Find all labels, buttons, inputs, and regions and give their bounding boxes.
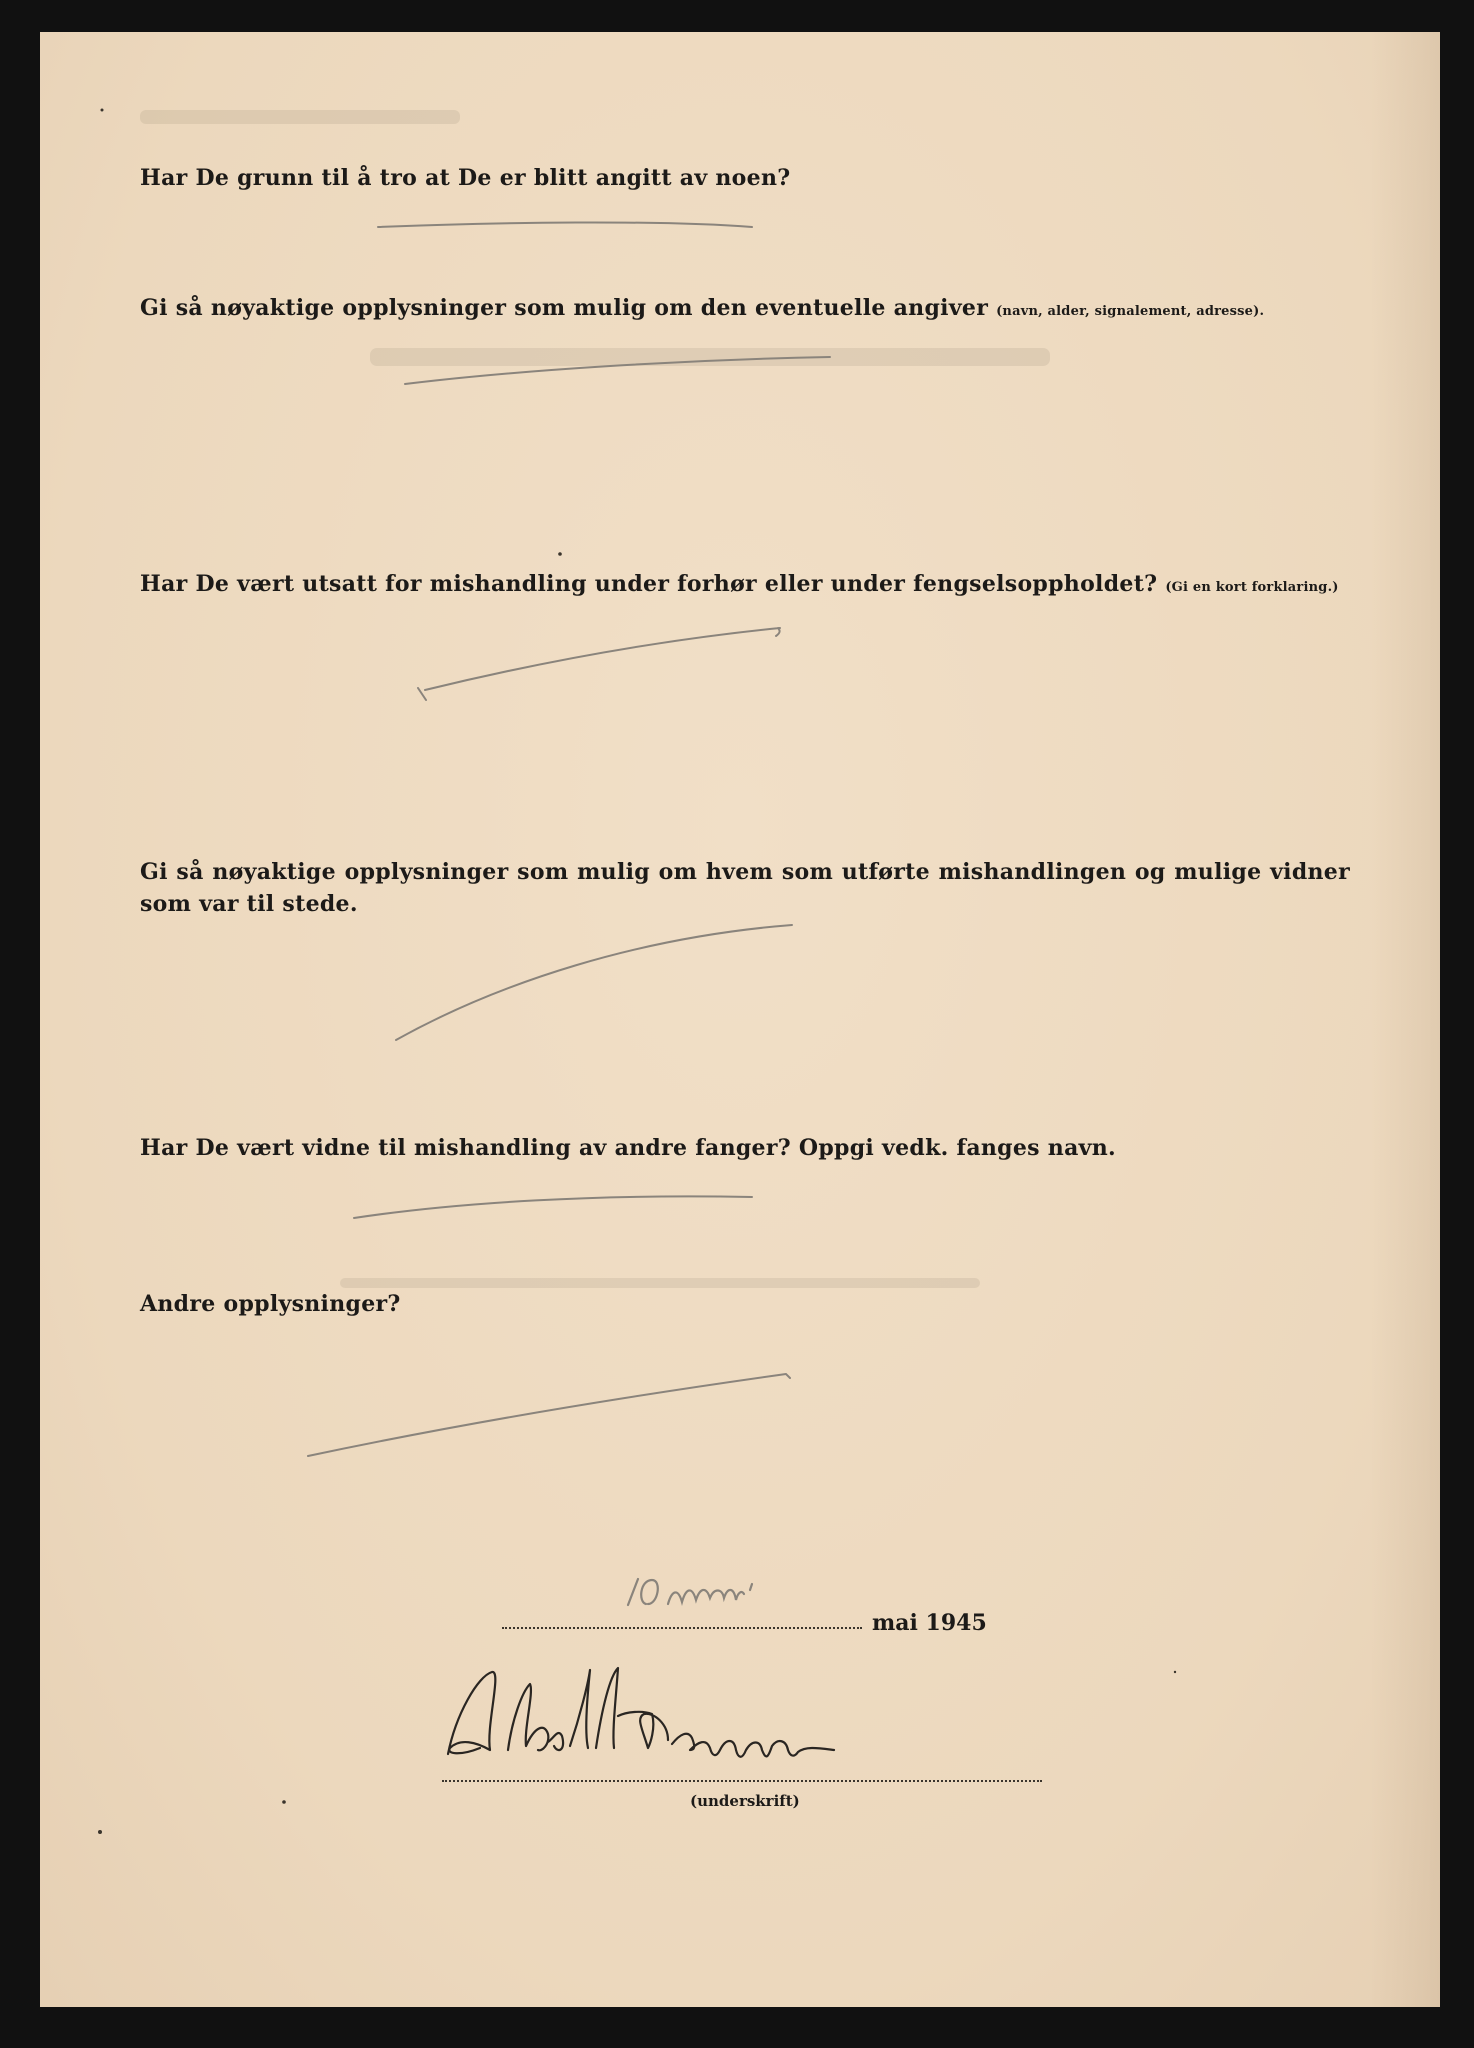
question-mistreatment-text: Har De vært utsatt for mishandling under forhør eller under fengselsoppholdet? — [140, 571, 1158, 597]
date-line — [502, 1610, 987, 1636]
pencil-stroke-6 — [308, 1374, 790, 1456]
handwritten-date — [628, 1579, 752, 1605]
pencil-stroke-5 — [354, 1196, 752, 1218]
pencil-stroke-3 — [418, 628, 780, 700]
pencil-stroke-4 — [396, 925, 792, 1040]
question-perpetrators: Gi så nøyaktige opplysninger som mulig om hvem som utførte mishandlingen og mulige vidner som var til stede. — [140, 859, 1350, 917]
pencil-marks — [40, 32, 1440, 2007]
signature-dotted-line — [442, 1780, 1042, 1782]
question-other-info: Andre opplysninger? — [140, 1291, 401, 1317]
question-denounced: Har De grunn til å tro at De er blitt angitt av noen? — [140, 165, 791, 191]
page-edge-shadow — [1370, 32, 1440, 2007]
paper-specks — [98, 109, 1176, 1835]
pencil-strokes — [308, 222, 830, 1456]
signature-label: (underskrift) — [690, 1792, 800, 1810]
date-dotted-line — [502, 1625, 862, 1629]
question-informant-note: (navn, alder, signalement, adresse). — [996, 304, 1265, 319]
question-informant-text: Gi så nøyaktige opplysninger som mulig om den eventuelle angiver — [140, 295, 989, 321]
form-page — [40, 32, 1440, 2007]
question-witnessed: Har De vært vidne til mishandling av andre fanger? Oppgi vedk. fanges navn. — [140, 1135, 1116, 1161]
date-suffix: mai 1945 — [872, 1610, 987, 1636]
handwritten-signature — [448, 1668, 834, 1757]
bleed-through — [140, 110, 1050, 1288]
question-mistreatment — [140, 568, 1339, 604]
question-informant-details — [140, 292, 1264, 328]
pencil-stroke-1 — [378, 222, 752, 227]
pencil-stroke-2 — [405, 357, 830, 384]
question-mistreatment-note: (Gi en kort forklaring.) — [1165, 580, 1339, 595]
